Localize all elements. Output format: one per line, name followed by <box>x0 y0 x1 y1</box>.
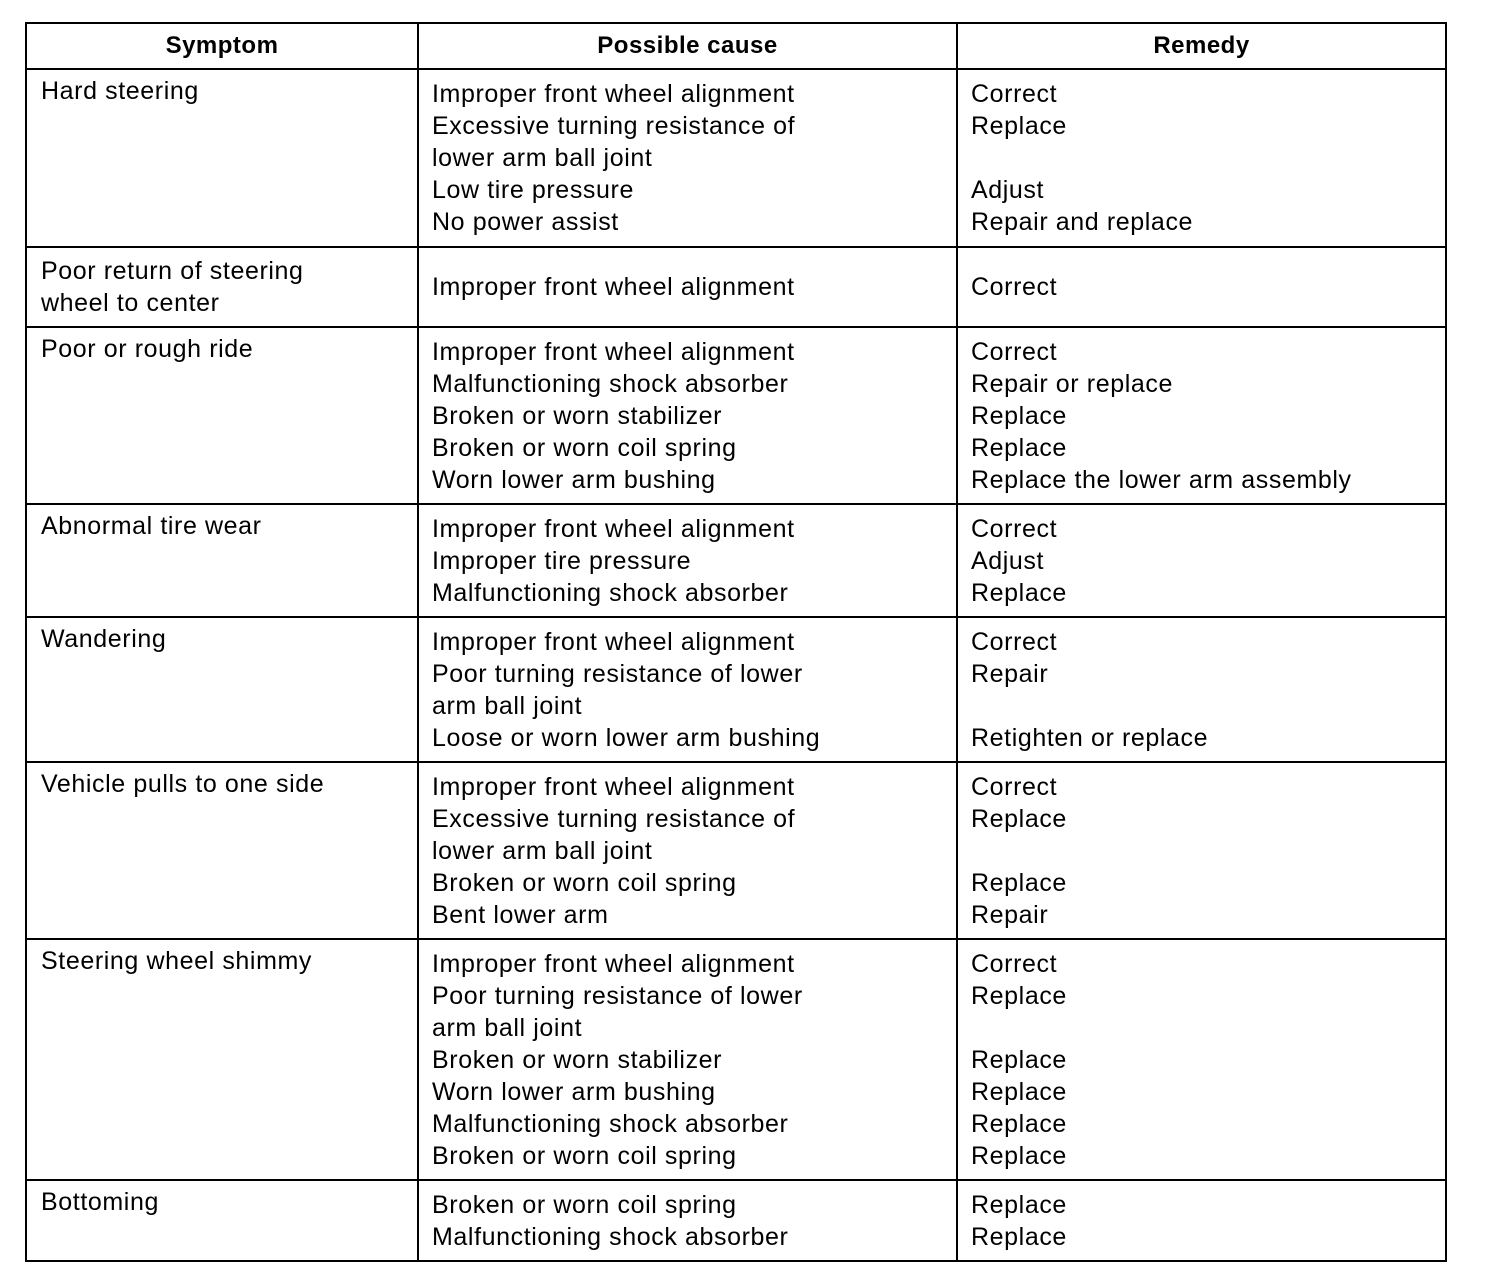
cause-line: Improper front wheel alignment <box>432 338 795 366</box>
remedy-line: Correct <box>971 515 1058 543</box>
remedy-cell <box>957 69 1446 247</box>
cause-line: Poor turning resistance of lower <box>432 982 803 1010</box>
table-row <box>26 69 1446 247</box>
table-row <box>26 247 1446 327</box>
symptom-text: wheel to center <box>41 288 220 317</box>
remedy-line: Correct <box>971 273 1058 301</box>
remedy-line: Replace <box>971 579 1067 607</box>
cause-line: Excessive turning resistance of <box>432 112 796 140</box>
cause-line: Improper front wheel alignment <box>432 80 795 108</box>
remedy-line: Replace the lower arm assembly <box>971 466 1352 494</box>
cause-cell <box>418 617 957 762</box>
remedy-line <box>971 1012 1433 1044</box>
cause-line: Bent lower arm <box>432 901 609 929</box>
remedy-line: Adjust <box>971 547 1045 575</box>
remedy-line: Adjust <box>971 176 1045 204</box>
remedy-line: Replace <box>971 1142 1067 1170</box>
remedy-line <box>971 835 1433 867</box>
symptom-text: Bottoming <box>41 1188 159 1216</box>
remedy-cell <box>957 939 1446 1180</box>
remedy-line: Replace <box>971 1110 1067 1138</box>
table-row <box>26 762 1446 939</box>
header-possible-cause: Possible cause <box>418 23 957 69</box>
cause-line: Worn lower arm bushing <box>432 466 716 494</box>
cause-cell <box>418 762 957 939</box>
cause-line: Broken or worn coil spring <box>432 869 737 897</box>
cause-line: Excessive turning resistance of <box>432 805 796 833</box>
remedy-cell <box>957 327 1446 504</box>
cause-line: lower arm ball joint <box>432 144 653 172</box>
remedy-line: Correct <box>971 950 1058 978</box>
cause-cell <box>418 247 957 327</box>
cause-line: Worn lower arm bushing <box>432 1078 716 1106</box>
symptom-text: Steering wheel shimmy <box>41 947 313 975</box>
troubleshooting-table <box>25 22 1447 1262</box>
remedy-line: Retighten or replace <box>971 724 1209 752</box>
remedy-line: Correct <box>971 338 1058 366</box>
remedy-line: Replace <box>971 402 1067 430</box>
remedy-line: Correct <box>971 80 1058 108</box>
cause-line: Improper front wheel alignment <box>432 950 795 978</box>
remedy-line: Repair and replace <box>971 208 1194 236</box>
remedy-line: Replace <box>971 869 1067 897</box>
header-symptom: Symptom <box>26 23 418 69</box>
symptom-text: Abnormal tire wear <box>41 512 262 540</box>
cause-line: arm ball joint <box>432 692 583 720</box>
remedy-line: Correct <box>971 773 1058 801</box>
remedy-line: Replace <box>971 112 1067 140</box>
remedy-line: Replace <box>971 1078 1067 1106</box>
table-row <box>26 939 1446 1180</box>
symptom-cell <box>26 939 418 1180</box>
remedy-line: Replace <box>971 1223 1067 1251</box>
symptom-cell <box>26 327 418 504</box>
remedy-line: Correct <box>971 628 1058 656</box>
cause-line: Loose or worn lower arm bushing <box>432 724 821 752</box>
cause-cell <box>418 504 957 617</box>
cause-line: Improper front wheel alignment <box>432 773 795 801</box>
cause-line: Poor turning resistance of lower <box>432 660 803 688</box>
symptom-cell <box>26 1180 418 1261</box>
table-row <box>26 504 1446 617</box>
cause-line: Malfunctioning shock absorber <box>432 370 789 398</box>
cause-line: Improper front wheel alignment <box>432 515 795 543</box>
remedy-cell <box>957 762 1446 939</box>
symptom-cell <box>26 247 418 327</box>
symptom-cell <box>26 69 418 247</box>
cause-cell <box>418 327 957 504</box>
remedy-line: Repair <box>971 660 1049 688</box>
cause-line: Malfunctioning shock absorber <box>432 1110 789 1138</box>
cause-line: Broken or worn coil spring <box>432 1142 737 1170</box>
remedy-line: Replace <box>971 1046 1067 1074</box>
symptom-text: Poor or rough ride <box>41 335 254 363</box>
cause-line: Improper front wheel alignment <box>432 273 795 301</box>
symptom-cell <box>26 617 418 762</box>
cause-line: Broken or worn stabilizer <box>432 402 723 430</box>
cause-line: Low tire pressure <box>432 176 634 204</box>
table-row <box>26 617 1446 762</box>
remedy-line <box>971 142 1433 174</box>
remedy-line: Repair or replace <box>971 370 1173 398</box>
remedy-cell <box>957 504 1446 617</box>
cause-line: No power assist <box>432 208 619 236</box>
remedy-cell <box>957 247 1446 327</box>
table-row <box>26 1180 1446 1261</box>
cause-line: Improper front wheel alignment <box>432 628 795 656</box>
cause-line: Broken or worn coil spring <box>432 1191 737 1219</box>
symptom-cell <box>26 504 418 617</box>
cause-cell <box>418 939 957 1180</box>
cause-line: Broken or worn coil spring <box>432 434 737 462</box>
cause-line: Broken or worn stabilizer <box>432 1046 723 1074</box>
symptom-text: Wandering <box>41 625 167 653</box>
remedy-line: Replace <box>971 805 1067 833</box>
remedy-line: Replace <box>971 982 1067 1010</box>
cause-line: Malfunctioning shock absorber <box>432 1223 789 1251</box>
remedy-cell <box>957 617 1446 762</box>
cause-line: Improper tire pressure <box>432 547 692 575</box>
symptom-text: Vehicle pulls to one side <box>41 770 325 798</box>
remedy-line: Replace <box>971 1191 1067 1219</box>
symptom-text: Poor return of steering <box>41 256 304 285</box>
remedy-line <box>971 690 1433 722</box>
cause-line: arm ball joint <box>432 1014 583 1042</box>
cause-line: Malfunctioning shock absorber <box>432 579 789 607</box>
symptom-cell <box>26 762 418 939</box>
remedy-line: Replace <box>971 434 1067 462</box>
symptom-text: Hard steering <box>41 77 199 105</box>
header-remedy: Remedy <box>957 23 1446 69</box>
table-row <box>26 327 1446 504</box>
cause-cell <box>418 69 957 247</box>
remedy-line: Repair <box>971 901 1049 929</box>
cause-line: lower arm ball joint <box>432 837 653 865</box>
table-header-row <box>26 23 1446 69</box>
remedy-cell <box>957 1180 1446 1261</box>
cause-cell <box>418 1180 957 1261</box>
